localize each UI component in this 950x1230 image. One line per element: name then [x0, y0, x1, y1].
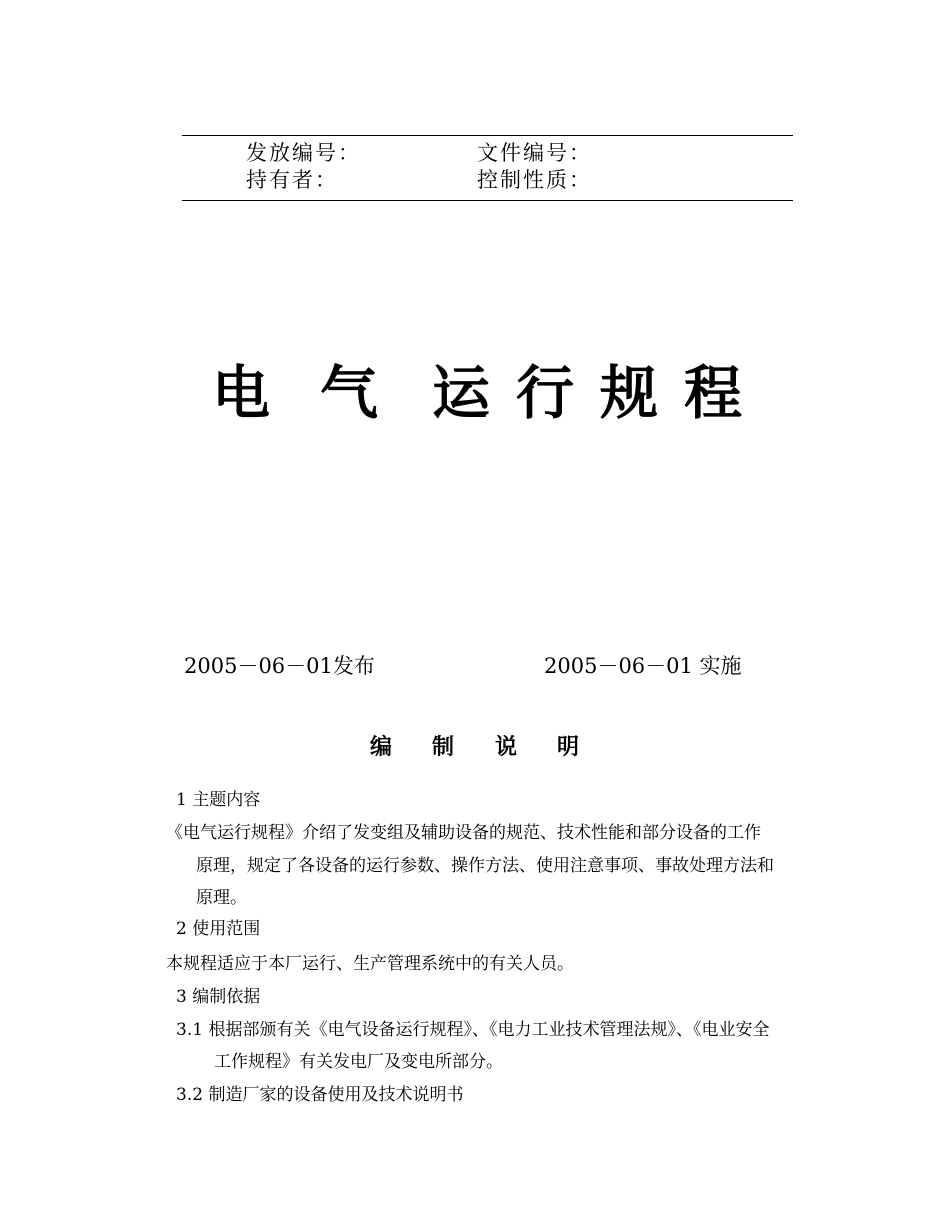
section-2-paragraph: 本规程适应于本厂运行、生产管理系统中的有关人员。	[166, 954, 574, 974]
section-3-2-line: 3.2 制造厂家的设备使用及技术说明书	[176, 1085, 464, 1105]
section-3-heading: 3 编制依据	[176, 987, 261, 1007]
document-number-label: 文件编号：	[477, 141, 592, 165]
section-3-1-line: 工作规程》有关发电厂及变电所部分。	[214, 1052, 503, 1072]
header-bottom-rule	[182, 200, 793, 201]
section-2-heading: 2 使用范围	[176, 919, 261, 939]
release-date: 2005－06－01发布	[184, 654, 375, 678]
section-1-heading: 1 主题内容	[176, 790, 261, 810]
title-char: 规	[600, 359, 659, 427]
holder-label: 持有者：	[246, 168, 338, 192]
section-1-paragraph-line: 《电气运行规程》介绍了发变组及辅助设备的规范、技术性能和部分设备的工作	[166, 823, 761, 843]
title-char: 程	[684, 359, 743, 427]
section-3-1-line: 3.1 根据部颁有关《电气设备运行规程》、《电力工业技术管理法规》、《电业安全	[176, 1020, 770, 1040]
title-char: 运	[432, 359, 491, 427]
subtitle-char: 制	[432, 735, 455, 760]
title-char: 气	[320, 359, 379, 427]
header-top-rule	[182, 135, 793, 136]
issue-number-label: 发放编号：	[246, 141, 361, 165]
subtitle-char: 明	[557, 735, 580, 760]
document-title	[0, 358, 950, 428]
subtitle-char: 说	[495, 735, 518, 760]
implementation-date: 2005－06－01 实施	[544, 654, 742, 678]
title-char: 行	[516, 359, 575, 427]
compilation-notes-heading	[0, 732, 950, 764]
section-1-paragraph-line: 原理。	[196, 888, 247, 908]
title-char: 电	[212, 359, 271, 427]
control-nature-label: 控制性质：	[477, 168, 592, 192]
section-1-paragraph-line: 原理，规定了各设备的运行参数、操作方法、使用注意事项、事故处理方法和	[196, 856, 774, 876]
subtitle-char: 编	[370, 735, 393, 760]
